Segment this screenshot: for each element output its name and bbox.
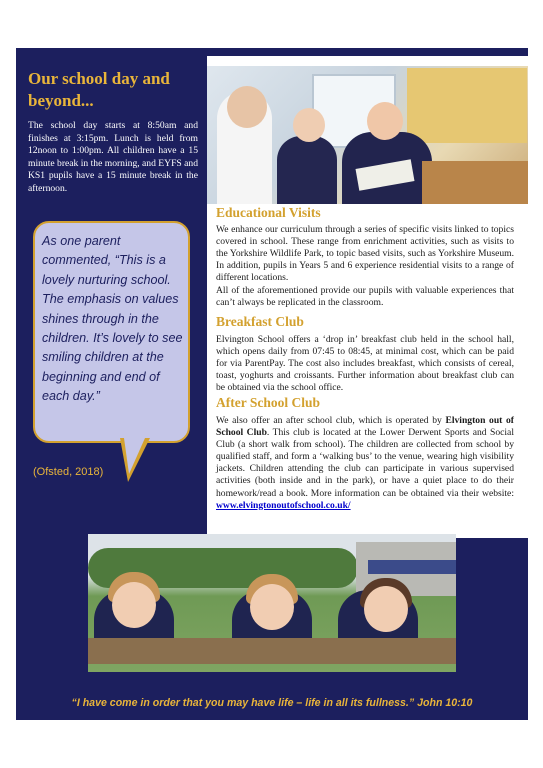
footer-motto: “I have come in order that you may have life – life in all its fullness.” John 10:10 [71,697,473,709]
classroom-photo [207,66,528,204]
parent-quote: As one parent commented, “This is a lovely nurturing school. The emphasis on values shines through in the children. It’s lovely to see smiling children at the beginning and end of each day.” [42,234,183,404]
quote-source: (Ofsted, 2018) [33,466,104,478]
breakfast-club-title: Breakfast Club [216,314,304,329]
pupil-head [112,582,156,628]
pupil-head [293,108,325,142]
pupil-head [364,586,408,632]
pupil-head [250,584,294,630]
breakfast-club-text: Elvington School offers a ‘drop in’ breakfast club held in the school hall, which opens daily from 07:45 to 08:45, at minimal cost, which can be paid for via ParentPay. The cost also includes breakfast, which consists of cereal, toast, yoghurts and croissants. Further information about breakfast club can be obtained via the school office. [216,334,514,394]
club-name: Elvington out of School Club [216,415,514,439]
after-school-club-title: After School Club [216,395,321,410]
after-school-club-text [216,415,514,512]
pupil-figure [277,136,337,204]
school-day-intro: The school day starts at 8:50am and finishes at 3:15pm. Lunch is held from 12noon to 1:00pm. All children have a 15 minute break in the morning, and EYFS and KS1 pupils have a 15 minute break in the afternoon. [28,120,198,194]
pupils-outdoor-photo [88,534,456,672]
wooden-rail [88,638,456,664]
desk [422,161,528,204]
quote-bubble-tail-fill [124,438,145,474]
after-school-text-a: We also offer an after school club, which is operated by [216,415,446,426]
teacher-head [227,86,267,128]
educational-visits-text-2: All of the aforementioned provide our pupils with valuable experiences that can’t always be replicated in the classroom. [216,285,514,309]
pupil-head [367,102,403,140]
building-windows [368,560,456,574]
club-website-link[interactable]: www.elvingtonoutofschool.co.uk/ [216,499,351,511]
educational-visits-title: Educational Visits [216,205,321,220]
after-school-text-b: . This club is located at the Lower Derwent Sports and Social Club (a short walk from school). The children are collected from school by qualified staff, and form a ‘walking bus’ to the venue, wearing high visibility jackets. Children attending the club can participate in various supervised activities (both inside and in the park), or have a quiet place to do their homework/read a book. More information can be obtained via their website: [216,427,514,499]
educational-visits-text: We enhance our curriculum through a series of specific visits linked to topics covered in school. These range from enrichment activities, such as visits to the Yorkshire Wildlife Park, to topic based visits, such as Yorkshire Museum. In addition, pupils in Years 5 and 6 experience residential visits to a range of different locations. [216,224,514,284]
page-title: Our school day and beyond... [28,69,170,110]
display-board [407,68,527,143]
